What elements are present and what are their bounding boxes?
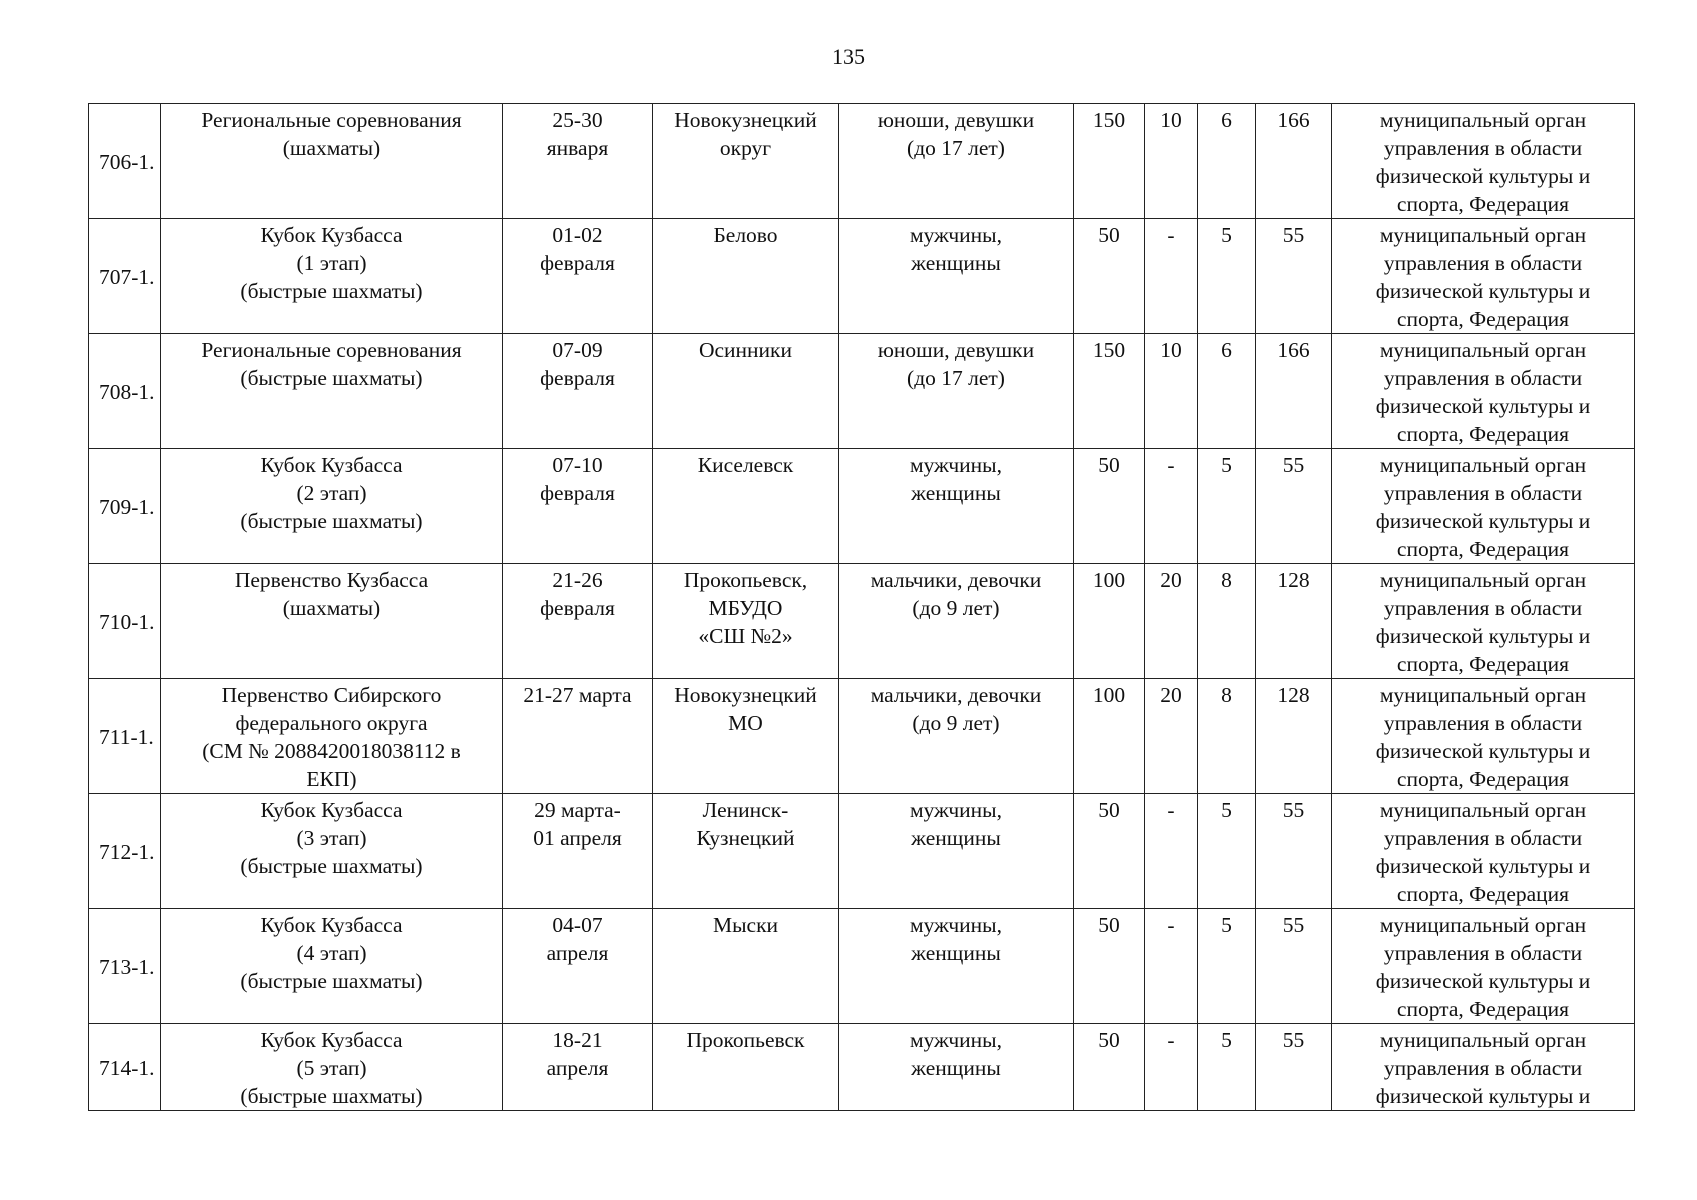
event-place-cell: Белово xyxy=(653,219,839,334)
coaches-count-cell: - xyxy=(1145,219,1198,334)
event-dates-cell: 07-09 февраля xyxy=(503,334,653,449)
coaches-count-cell: - xyxy=(1145,909,1198,1024)
judges-count-cell: 5 xyxy=(1198,794,1256,909)
judges-count-cell: 6 xyxy=(1198,334,1256,449)
participants-cell: юноши, девушки (до 17 лет) xyxy=(839,104,1074,219)
total-count-cell: 166 xyxy=(1256,104,1332,219)
event-dates-cell: 07-10 февраля xyxy=(503,449,653,564)
table-row xyxy=(89,1024,1635,1111)
event-name-cell: Кубок Кузбасса (1 этап) (быстрые шахматы) xyxy=(161,219,503,334)
organizer-cell: муниципальный орган управления в области физической культуры и спорта, Федерация xyxy=(1332,564,1635,679)
athletes-count-cell: 50 xyxy=(1074,219,1145,334)
total-count-cell: 55 xyxy=(1256,1024,1332,1111)
judges-count-cell: 5 xyxy=(1198,1024,1256,1111)
event-name-cell: Региональные соревнования (быстрые шахматы) xyxy=(161,334,503,449)
row-number-cell: 710-1. xyxy=(89,564,161,679)
event-dates-cell: 25-30 января xyxy=(503,104,653,219)
table-row xyxy=(89,449,1635,564)
organizer-cell: муниципальный орган управления в области физической культуры и спорта, Федерация xyxy=(1332,104,1635,219)
organizer-cell: муниципальный орган управления в области физической культуры и спорта, Федерация xyxy=(1332,334,1635,449)
table-row xyxy=(89,104,1635,219)
organizer-cell: муниципальный орган управления в области физической культуры и спорта, Федерация xyxy=(1332,679,1635,794)
coaches-count-cell: - xyxy=(1145,449,1198,564)
participants-cell: мальчики, девочки (до 9 лет) xyxy=(839,679,1074,794)
athletes-count-cell: 50 xyxy=(1074,909,1145,1024)
event-name-cell: Кубок Кузбасса (3 этап) (быстрые шахматы) xyxy=(161,794,503,909)
row-number-cell: 708-1. xyxy=(89,334,161,449)
athletes-count-cell: 150 xyxy=(1074,334,1145,449)
organizer-cell: муниципальный орган управления в области физической культуры и спорта, Федерация xyxy=(1332,909,1635,1024)
athletes-count-cell: 150 xyxy=(1074,104,1145,219)
event-place-cell: Прокопьевск, МБУДО «СШ №2» xyxy=(653,564,839,679)
organizer-cell: муниципальный орган управления в области физической культуры и спорта, Федерация xyxy=(1332,449,1635,564)
participants-cell: юноши, девушки (до 17 лет) xyxy=(839,334,1074,449)
event-place-cell: Киселевск xyxy=(653,449,839,564)
event-name-cell: Первенство Сибирского федерального округа (СМ № 2088420018038112 в ЕКП) xyxy=(161,679,503,794)
judges-count-cell: 6 xyxy=(1198,104,1256,219)
event-dates-cell: 21-27 марта xyxy=(503,679,653,794)
event-dates-cell: 18-21 апреля xyxy=(503,1024,653,1111)
judges-count-cell: 8 xyxy=(1198,679,1256,794)
total-count-cell: 166 xyxy=(1256,334,1332,449)
organizer-cell: муниципальный орган управления в области физической культуры и xyxy=(1332,1024,1635,1111)
event-name-cell: Кубок Кузбасса (5 этап) (быстрые шахматы) xyxy=(161,1024,503,1111)
participants-cell: мужчины, женщины xyxy=(839,219,1074,334)
event-place-cell: Ленинск- Кузнецкий xyxy=(653,794,839,909)
judges-count-cell: 5 xyxy=(1198,909,1256,1024)
total-count-cell: 55 xyxy=(1256,449,1332,564)
table-row xyxy=(89,564,1635,679)
coaches-count-cell: 20 xyxy=(1145,679,1198,794)
total-count-cell: 55 xyxy=(1256,794,1332,909)
coaches-count-cell: - xyxy=(1145,1024,1198,1111)
event-name-cell: Кубок Кузбасса (2 этап) (быстрые шахматы) xyxy=(161,449,503,564)
table-body xyxy=(89,104,1635,1111)
event-dates-cell: 01-02 февраля xyxy=(503,219,653,334)
participants-cell: мальчики, девочки (до 9 лет) xyxy=(839,564,1074,679)
event-place-cell: Осинники xyxy=(653,334,839,449)
judges-count-cell: 5 xyxy=(1198,219,1256,334)
row-number-cell: 709-1. xyxy=(89,449,161,564)
judges-count-cell: 8 xyxy=(1198,564,1256,679)
event-name-cell: Первенство Кузбасса (шахматы) xyxy=(161,564,503,679)
participants-cell: мужчины, женщины xyxy=(839,794,1074,909)
coaches-count-cell: - xyxy=(1145,794,1198,909)
event-place-cell: Новокузнецкий МО xyxy=(653,679,839,794)
coaches-count-cell: 20 xyxy=(1145,564,1198,679)
organizer-cell: муниципальный орган управления в области физической культуры и спорта, Федерация xyxy=(1332,219,1635,334)
total-count-cell: 55 xyxy=(1256,909,1332,1024)
total-count-cell: 55 xyxy=(1256,219,1332,334)
row-number-cell: 712-1. xyxy=(89,794,161,909)
events-table xyxy=(88,103,1635,1111)
event-place-cell: Прокопьевск xyxy=(653,1024,839,1111)
row-number-cell: 714-1. xyxy=(89,1024,161,1111)
event-dates-cell: 29 марта- 01 апреля xyxy=(503,794,653,909)
participants-cell: мужчины, женщины xyxy=(839,909,1074,1024)
event-place-cell: Мыски xyxy=(653,909,839,1024)
table-row xyxy=(89,334,1635,449)
athletes-count-cell: 100 xyxy=(1074,679,1145,794)
table-row xyxy=(89,679,1635,794)
coaches-count-cell: 10 xyxy=(1145,104,1198,219)
participants-cell: мужчины, женщины xyxy=(839,1024,1074,1111)
table-row xyxy=(89,794,1635,909)
event-name-cell: Кубок Кузбасса (4 этап) (быстрые шахматы) xyxy=(161,909,503,1024)
row-number-cell: 711-1. xyxy=(89,679,161,794)
total-count-cell: 128 xyxy=(1256,679,1332,794)
coaches-count-cell: 10 xyxy=(1145,334,1198,449)
row-number-cell: 706-1. xyxy=(89,104,161,219)
table-row xyxy=(89,219,1635,334)
judges-count-cell: 5 xyxy=(1198,449,1256,564)
event-place-cell: Новокузнецкий округ xyxy=(653,104,839,219)
athletes-count-cell: 50 xyxy=(1074,449,1145,564)
row-number-cell: 713-1. xyxy=(89,909,161,1024)
page-number: 135 xyxy=(832,44,865,69)
organizer-cell: муниципальный орган управления в области физической культуры и спорта, Федерация xyxy=(1332,794,1635,909)
athletes-count-cell: 50 xyxy=(1074,1024,1145,1111)
event-name-cell: Региональные соревнования (шахматы) xyxy=(161,104,503,219)
table-row xyxy=(89,909,1635,1024)
event-dates-cell: 04-07 апреля xyxy=(503,909,653,1024)
participants-cell: мужчины, женщины xyxy=(839,449,1074,564)
row-number-cell: 707-1. xyxy=(89,219,161,334)
athletes-count-cell: 50 xyxy=(1074,794,1145,909)
event-dates-cell: 21-26 февраля xyxy=(503,564,653,679)
total-count-cell: 128 xyxy=(1256,564,1332,679)
athletes-count-cell: 100 xyxy=(1074,564,1145,679)
